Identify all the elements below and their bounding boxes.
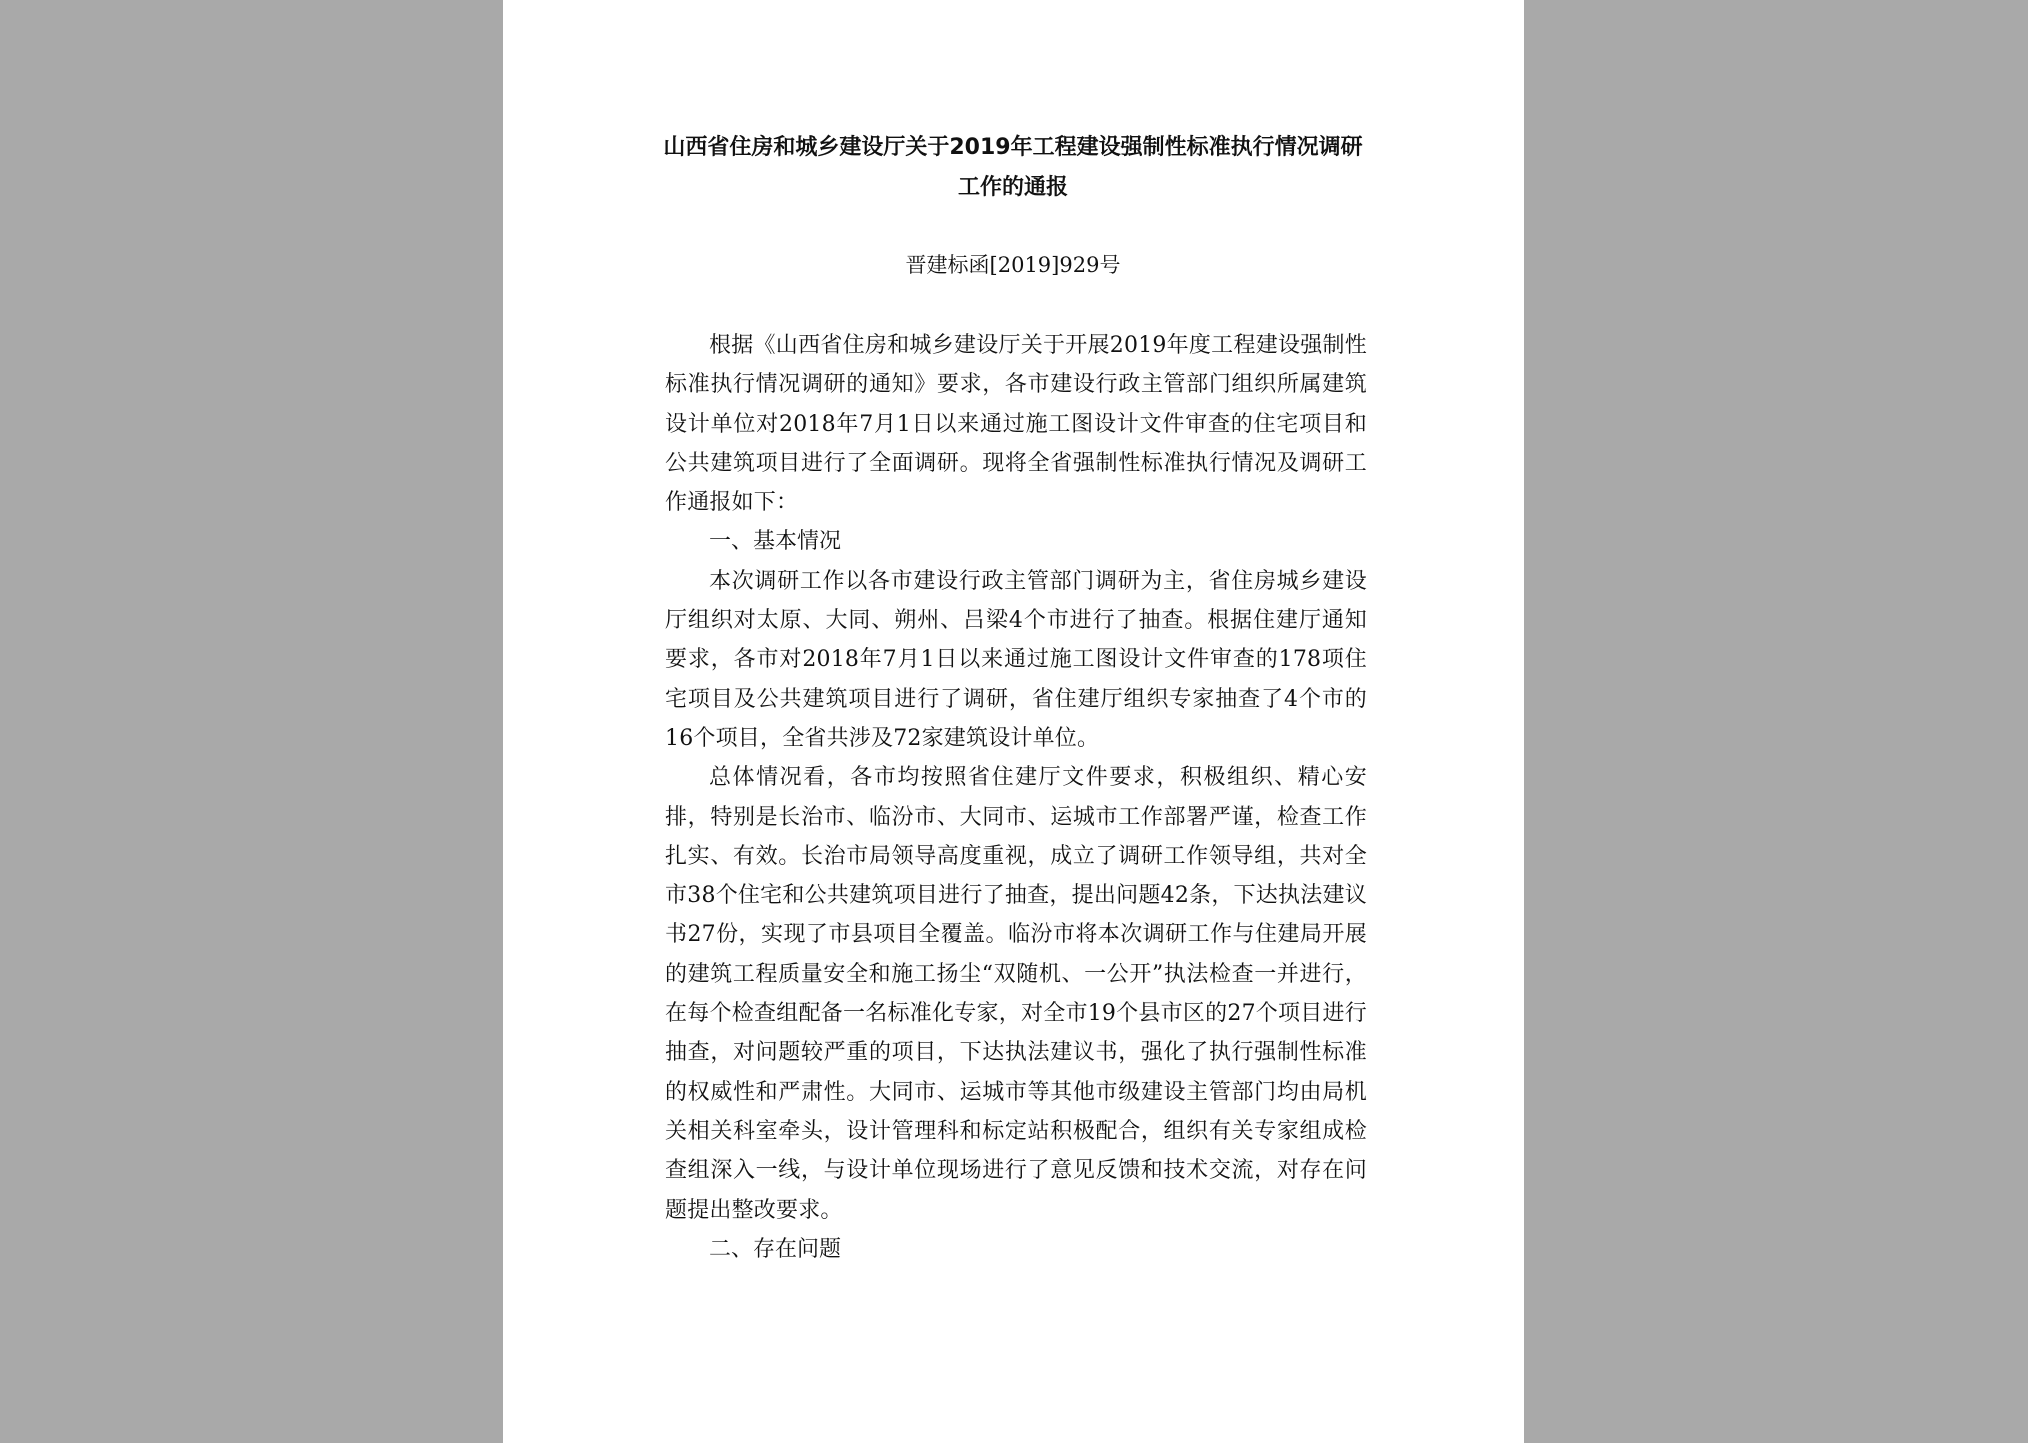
intro-paragraph: 根据《山西省住房和城乡建设厅关于开展2019年度工程建设强制性标准执行情况调研的通知》要求，各市建设行政主管部门组织所属建筑设计单位对2018年7月1日以来通过施工图设计文件审查的住宅项目和公共建筑项目进行了全面调研。现将全省强制性标准执行情况及调研工作通报如下： xyxy=(665,333,1367,516)
document-body xyxy=(665,326,1367,1269)
section1-paragraph: 总体情况看，各市均按照省住建厅文件要求，积极组织、精心安排，特别是长治市、临汾市、大同市、运城市工作部署严谨，检查工作扎实、有效。长治市局领导高度重视，成立了调研工作领导组，共对全市38个住宅和公共建筑项目进行了抽查，提出问题42条，下达执法建议书27份，实现了市县项目全覆盖。临汾市将本次调研工作与住建局开展的建筑工程质量安全和施工扬尘“双随机、一公开”执法检查一并进行，在每个检查组配备一名标准化专家，对全市19个县市区的27个项目进行抽查，对问题较严重的项目，下达执法建议书，强化了执行强制性标准的权威性和严肃性。大同市、运城市等其他市级建设主管部门均由局机关相关科室牵头，设计管理科和标定站积极配合，组织有关专家组成检查组深入一线，与设计单位现场进行了意见反馈和技术交流，对存在问题提出整改要求。 xyxy=(665,765,1367,1223)
section-heading-basic: 一、基本情况 xyxy=(709,529,842,555)
section1-paragraph: 本次调研工作以各市建设行政主管部门调研为主，省住房城乡建设厅组织对太原、大同、朔州、吕梁4个市进行了抽查。根据住建厅通知要求，各市对2018年7月1日以来通过施工图设计文件审查的178项住宅项目及公共建筑项目进行了调研，省住建厅组织专家抽查了4个市的16个项目，全省共涉及72家建筑设计单位。 xyxy=(665,568,1367,751)
document-title: 山西省住房和城乡建设厅关于2019年工程建设强制性标准执行情况调研工作的通报 xyxy=(663,135,1363,200)
section-heading-problems: 二、存在问题 xyxy=(709,1236,842,1262)
document-number: 晋建标函[2019]929号 xyxy=(905,253,1121,277)
document-page xyxy=(503,0,1524,1443)
